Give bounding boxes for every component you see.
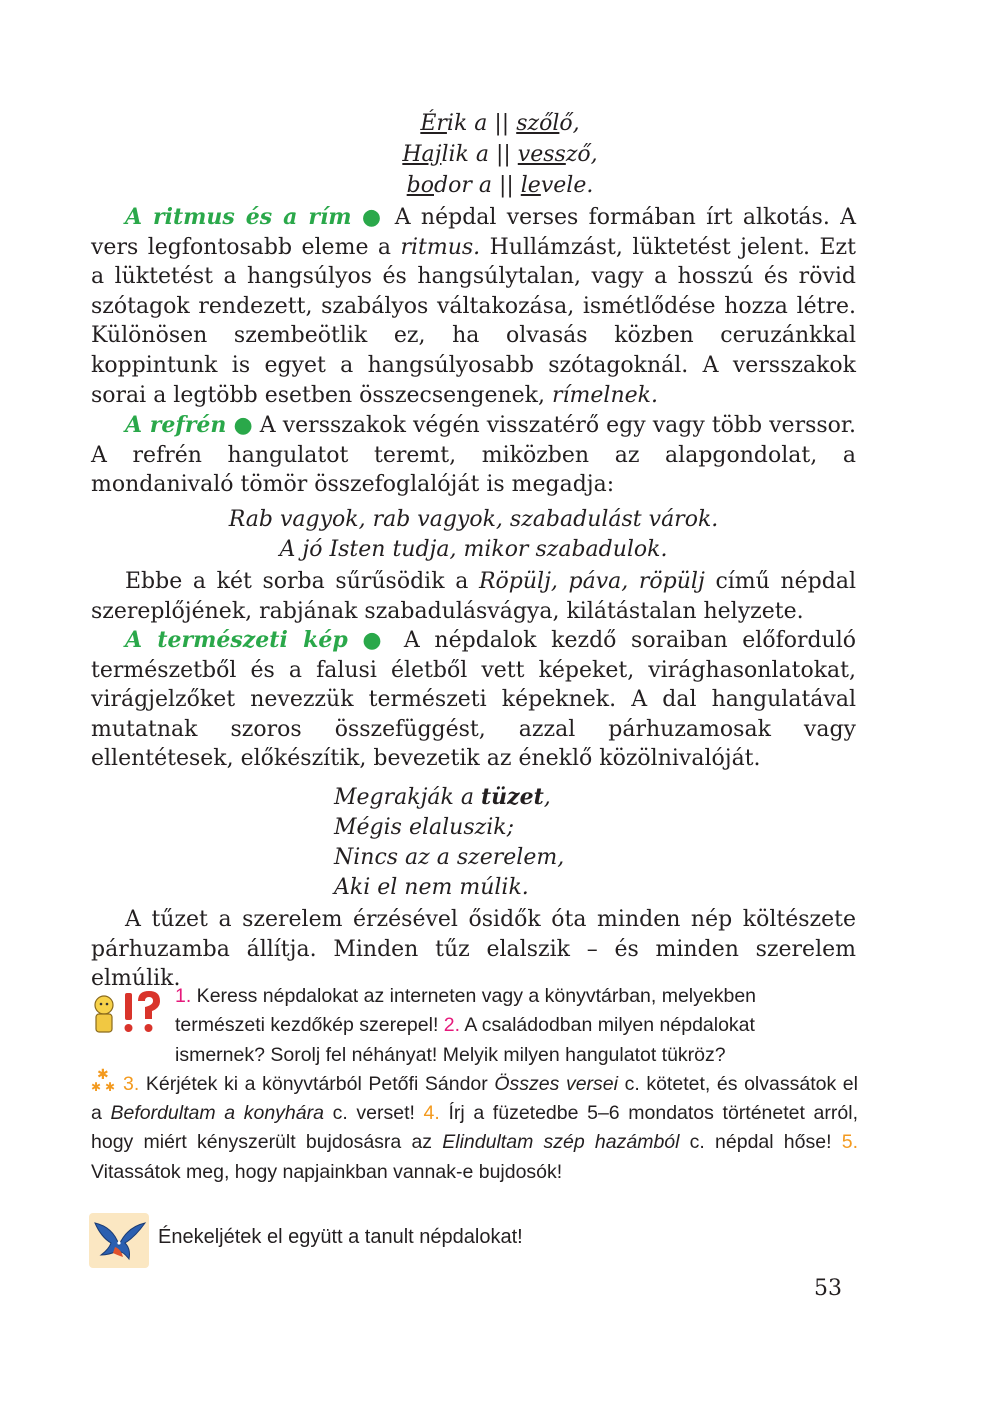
paragraph-rhythm-rhyme: A ritmus és a rím ● A népdal verses formában írt alkotás. A vers legfontosabb eleme a ritmus. Hullámzást, lüktetést jelent. Ezt a lüktetést a hangsúlyos és hangsúlytalan, vagy a hosszú és rövid szótagok rendezett, szabályos váltakozása, ismétlődése hozza létre. Különösen szembeötlik ez, ha olvasás közben ceruzánkkal koppintunk is egyet a hangsúlyosabb szótagoknál. A versszakok sorai a legtöbb esetben összecsengenek, rímelnek. [91, 204, 857, 408]
task-1-line: 1. Keress népdalokat az interneten vagy a könyvtárban, melyekben [175, 985, 757, 1007]
verse-line: Hajlik a || vessző, [402, 142, 598, 167]
bullet-dot: ● [361, 205, 385, 230]
task-number: 4. [423, 1102, 440, 1125]
task-number: 2. [443, 1014, 461, 1037]
term-heading: A természeti kép [125, 627, 348, 653]
singing-instruction: Énekeljétek el együtt a tanult népdalokat! [158, 1226, 523, 1248]
bullet-dot: ● [362, 628, 390, 653]
paragraph-refrain-explanation: Ebbe a két sorba sűrűsödik a Röpülj, páva, röpülj című népdal szereplőjének, rabjának szabadulásvágya, kilátástalan helyzete. [91, 569, 856, 624]
term-heading: A ritmus és a rím [125, 204, 352, 230]
bullet-dot: ● [233, 413, 253, 438]
task-list: 1. Keress népdalokat az interneten vagy a könyvtárban, melyekben természeti kezdőkép szerepel! 2. A családodban milyen népdalokat ismernek? Sorolj fel néhányat! Melyik milyen hangulatot tükröz? 3. Kérjétek ki a könyvtárból Petőfi Sándor Összes versei c. kötetet, és olvassátok el a Befordultam a konyhára c. verset! 4. Írj a füzetedbe 5–6 mondatos történetet arról, hogy miért kényszerült bujdosásra az Elindultam szép hazámból c. népdal hőse! 5. Vitassátok meg, hogy napjainkban vannak-e bujdosók! [91, 982, 858, 1187]
paragraph-nature-image: A természeti kép ● A népdalok kezdő soraiban előforduló természetből és a falusi életből vett képeket, virághasonlatokat, virágjelzőket nevezzük természeti képeknek. A dal hangulatával mutatnak szoros összefüggést, azzal párhuzamosak vagy ellentétesek, előkészítik, bevezetik az éneklő közölnivalóját. [91, 627, 857, 772]
task-number: 3. [123, 1072, 140, 1095]
verse-example-1 [370, 108, 630, 201]
svg-text:✱: ✱ [97, 1067, 109, 1083]
paragraph-fire-love: A tűzet a szerelem érzésével ősidők óta minden nép költészete párhuzamba állítja. Minden tűz elalszik – és minden szerelem elmúlik. [91, 907, 856, 992]
swallow-bird-icon [89, 1213, 149, 1268]
svg-text:✱: ✱ [91, 1080, 102, 1093]
refrain-quote: Rab vagyok, rab vagyok, szabadulást várok. A jó Isten tudja, mikor szabadulok. [228, 507, 719, 562]
task-number: 1. [175, 985, 192, 1007]
task-number: 5. [841, 1131, 858, 1154]
verse-line: bodor a || levele. [406, 173, 594, 198]
verse-example-2: Megrakják a tüzet, Mégis elaluszik; Nincs az a szerelem, Aki el nem múlik. [334, 784, 565, 900]
page-number: 53 [814, 1276, 842, 1301]
verse-line: Érik a || szőlő, [420, 111, 580, 136]
task-3-5-block: 3. Kérjétek ki a könyvtárból Petőfi Sándor Összes versei c. kötetet, és olvassátok el a Befordultam a konyhára c. verset! 4. Írj a füzetedbe 5–6 mondatos történetet arról, hogy miért kényszerült bujdosásra az Elindultam szép hazámból c. népdal hőse! 5. Vitassátok meg, hogy napjainkban vannak-e bujdosók! [91, 1072, 858, 1183]
svg-text:✱: ✱ [105, 1080, 116, 1093]
paragraph-refrain: A refrén ● A versszakok végén visszatérő egy vagy több verssor. A refrén hangulatot teremt, miközben az alapgondolat, a mondanivaló tömör összefoglalóját is megadja: [91, 412, 857, 498]
term-heading: A refrén [125, 412, 227, 438]
